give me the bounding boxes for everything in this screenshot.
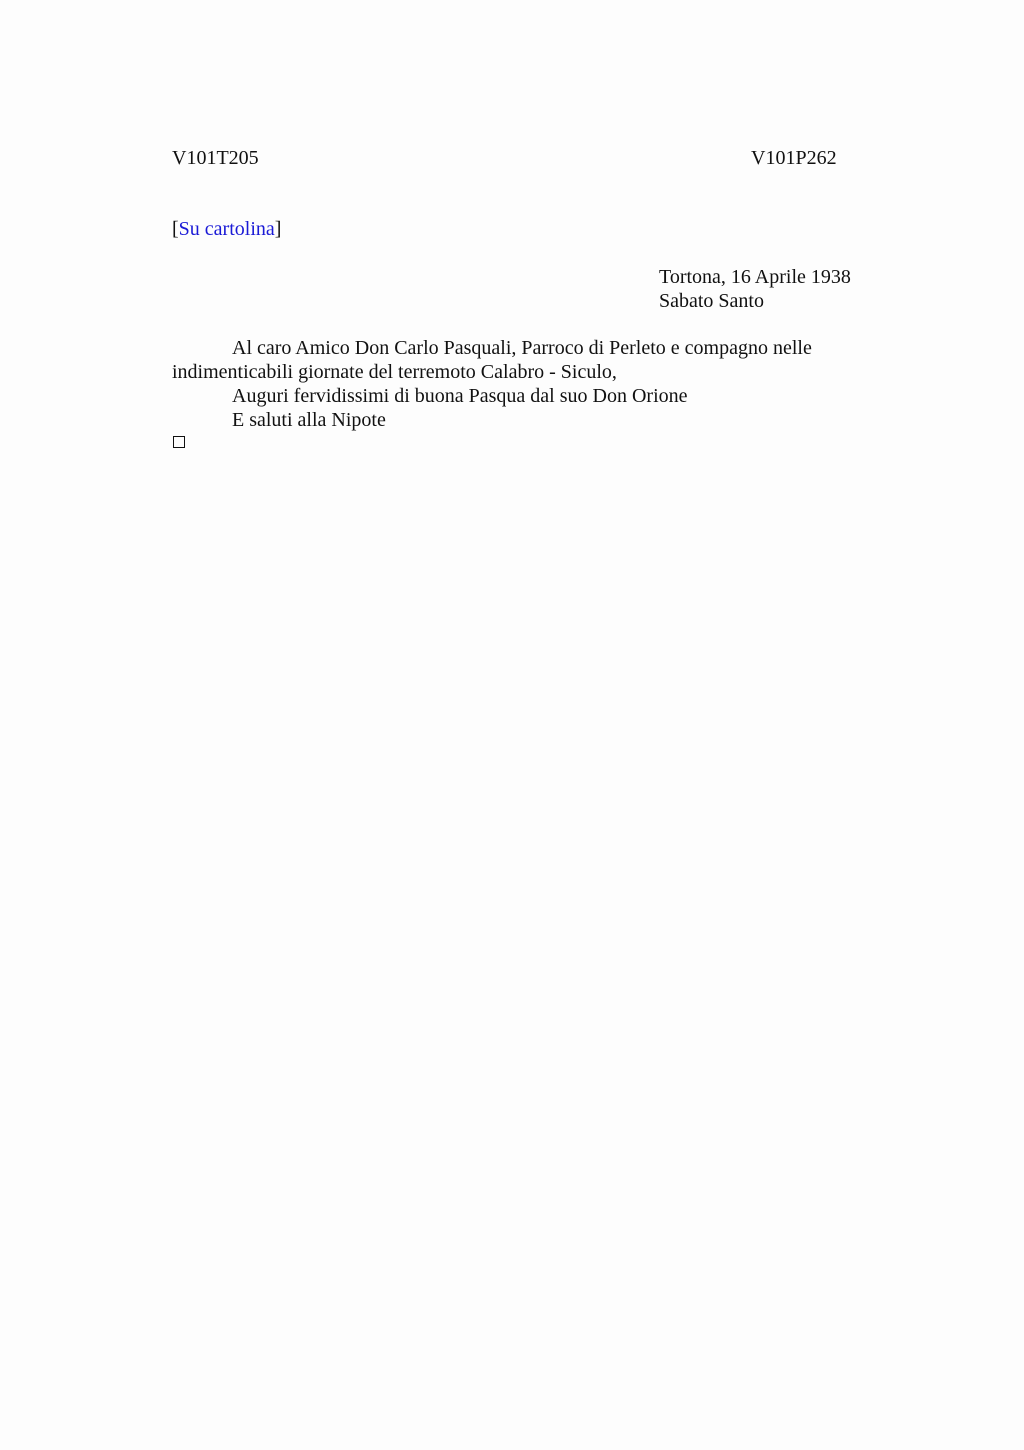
note-open-bracket: [ bbox=[172, 218, 179, 240]
document-code-left: V101T205 bbox=[172, 147, 259, 169]
paragraph-wishes: Auguri fervidissimi di buona Pasqua dal suo Don Orione bbox=[232, 385, 688, 407]
dateline bbox=[659, 265, 851, 313]
liturgical-day: Sabato Santo bbox=[659, 290, 764, 312]
letter-body bbox=[172, 336, 872, 432]
place-date: Tortona, 16 Aprile 1938 bbox=[659, 266, 851, 288]
paragraph-regards: E saluti alla Nipote bbox=[232, 409, 386, 431]
editorial-note bbox=[172, 217, 281, 241]
note-link[interactable]: Su cartolina bbox=[178, 218, 275, 240]
document-code-right: V101P262 bbox=[751, 147, 837, 169]
note-close-bracket: ] bbox=[274, 218, 282, 240]
end-mark-box-icon bbox=[173, 436, 185, 448]
paragraph-greeting: Al caro Amico Don Carlo Pasquali, Parroco di Perleto e compagno nelle indimenticabili giornate del terremoto Calabro - Siculo, bbox=[172, 337, 812, 383]
